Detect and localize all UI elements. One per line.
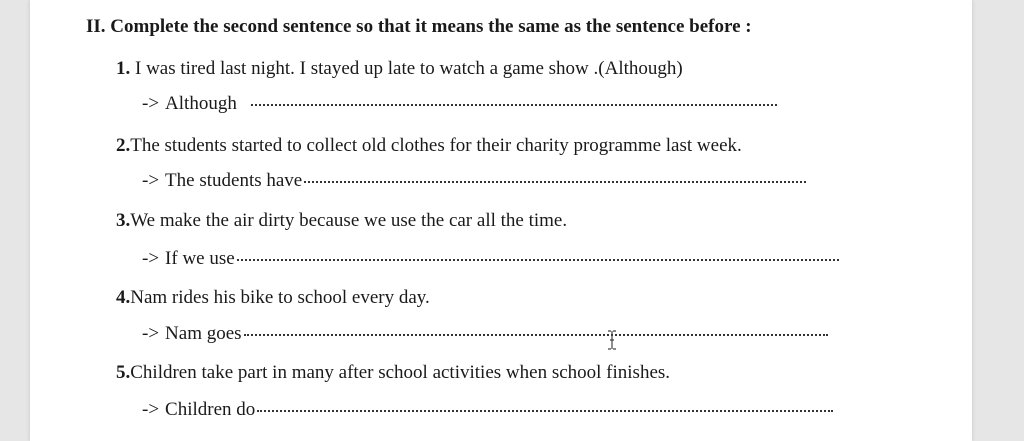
question-number: 3. [116, 210, 131, 231]
question-1 [116, 58, 683, 80]
answer-prompt: If we use [165, 248, 235, 269]
answer-line-3[interactable] [142, 248, 839, 270]
blank-line[interactable] [251, 102, 777, 106]
blank-line[interactable] [257, 408, 833, 412]
answer-line-5[interactable] [142, 399, 833, 421]
arrow-icon: -> [142, 93, 160, 114]
question-5 [116, 362, 670, 384]
question-text: We make the air dirty because we use the car all the time. [130, 210, 568, 231]
answer-prompt: Although [165, 93, 237, 114]
answer-prompt: Children do [165, 399, 256, 420]
question-2 [116, 135, 742, 157]
blank-line[interactable] [304, 179, 806, 183]
exercise-heading: II. Complete the second sentence so that it means the same as the sentence before : [86, 16, 752, 37]
arrow-icon: -> [142, 248, 160, 269]
question-text: I was tired last night. I stayed up late to watch a game show .(Although) [135, 58, 683, 79]
blank-line[interactable] [237, 257, 839, 261]
document-page [30, 0, 972, 441]
answer-line-4[interactable] [142, 323, 828, 345]
answer-prompt: The students have [165, 170, 303, 191]
arrow-icon: -> [142, 323, 160, 344]
question-text: Children take part in many after school activities when school finishes. [130, 362, 671, 383]
question-3 [116, 210, 567, 232]
blank-line[interactable] [244, 332, 828, 336]
question-number: 4. [116, 287, 131, 308]
arrow-icon: -> [142, 170, 160, 191]
answer-line-2[interactable] [142, 170, 806, 192]
question-text: Nam rides his bike to school every day. [130, 287, 430, 308]
question-number: 5. [116, 362, 131, 383]
question-number: 2. [116, 135, 131, 156]
arrow-icon: -> [142, 399, 160, 420]
question-text: The students started to collect old clothes for their charity programme last week. [130, 135, 742, 156]
text-cursor-icon [607, 330, 617, 350]
question-4 [116, 287, 430, 309]
question-number: 1. [116, 58, 131, 79]
answer-line-1[interactable] [142, 93, 777, 115]
answer-prompt: Nam goes [165, 323, 242, 344]
